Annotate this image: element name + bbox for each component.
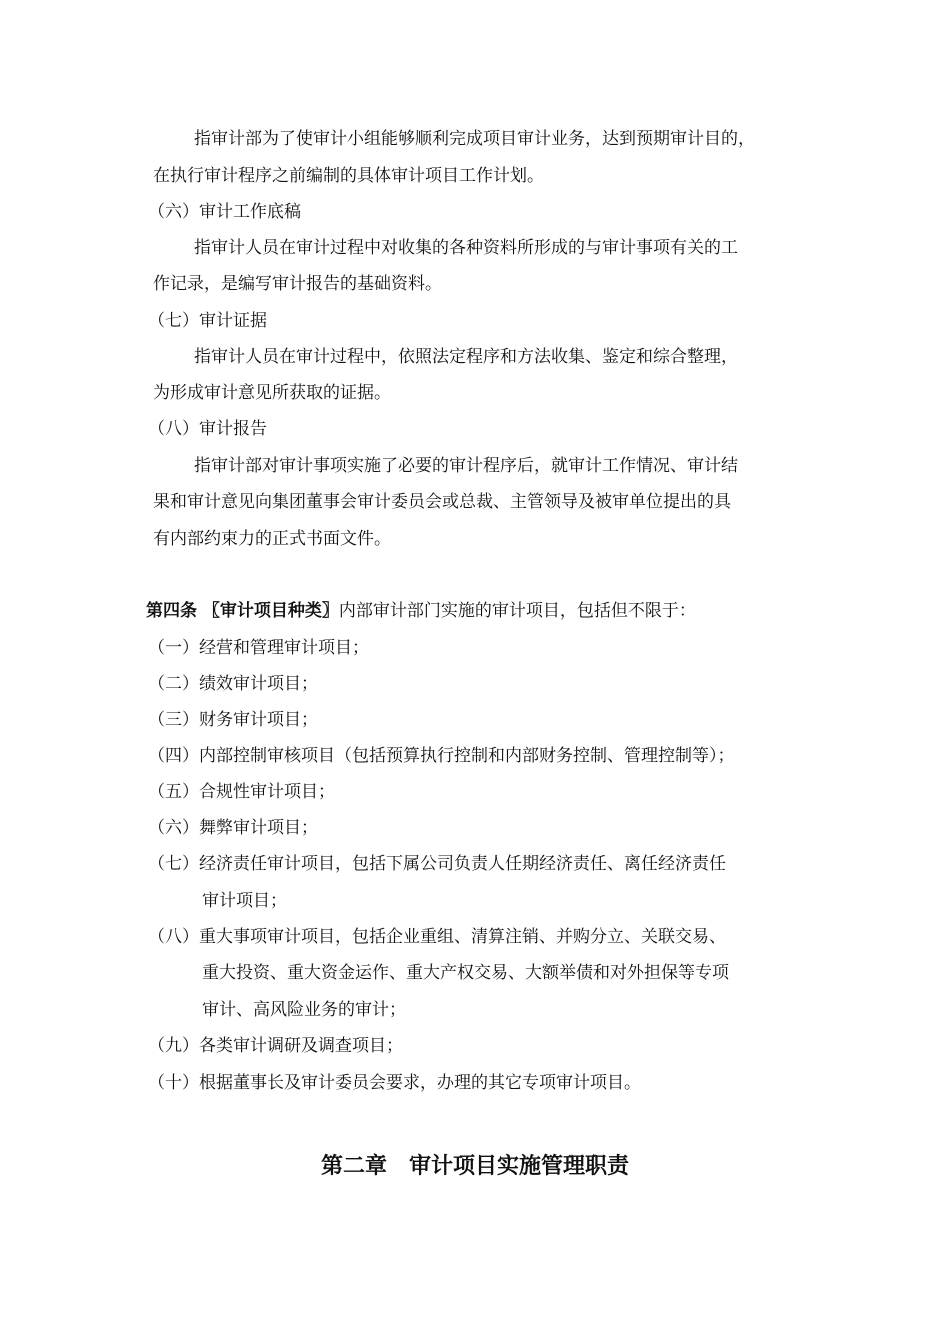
article4-item-8-continued-2: 审计、高风险业务的审计； — [202, 1000, 406, 1020]
article4-item-7: （七）经济责任审计项目，包括下属公司负责人任期经济责任、离任经济责任 — [148, 854, 726, 874]
article4-item-8: （八）重大事项审计项目，包括企业重组、清算注销、并购分立、关联交易、 — [148, 927, 726, 947]
article4-item-1: （一）经营和管理审计项目； — [148, 638, 369, 658]
article4-paragraph — [146, 599, 696, 623]
plan-definition-line-2: 在执行审计程序之前编制的具体审计项目工作计划。 — [153, 166, 544, 186]
article4-item-10: （十）根据董事长及审计委员会要求，办理的其它专项审计项目。 — [148, 1073, 641, 1093]
chapter-title: 第二章 审计项目实施管理职责 — [320, 1153, 629, 1179]
item7-definition-line-1: 指审计人员在审计过程中，依照法定程序和方法收集、鉴定和综合整理， — [194, 347, 738, 367]
article4-item-3: （三）财务审计项目； — [148, 710, 318, 730]
item6-definition-line-2: 作记录，是编写审计报告的基础资料。 — [153, 274, 442, 294]
item6-definition-line-1: 指审计人员在审计过程中对收集的各种资料所形成的与审计事项有关的工 — [194, 238, 738, 258]
article4-item-7-continued: 审计项目； — [202, 891, 287, 911]
article4-item-2: （二）绩效审计项目； — [148, 674, 318, 694]
article4-item-8-continued-1: 重大投资、重大资金运作、重大产权交易、大额举债和对外担保等专项 — [202, 963, 729, 983]
article4-item-6: （六）舞弊审计项目； — [148, 818, 318, 838]
item7-heading: （七）审计证据 — [148, 311, 267, 331]
item7-definition-line-2: 为形成审计意见所获取的证据。 — [153, 383, 391, 403]
article4-label: 第四条 〖审计项目种类〗 — [146, 601, 339, 621]
item8-definition-line-1: 指审计部对审计事项实施了必要的审计程序后，就审计工作情况、审计结 — [194, 456, 738, 476]
article4-item-9: （九）各类审计调研及调查项目； — [148, 1036, 403, 1056]
plan-definition-line-1: 指审计部为了使审计小组能够顺利完成项目审计业务，达到预期审计目的， — [194, 129, 755, 149]
item6-heading: （六）审计工作底稿 — [148, 202, 301, 222]
item8-definition-line-2: 果和审计意见向集团董事会审计委员会或总裁、主管领导及被审单位提出的具 — [153, 492, 731, 512]
item8-definition-line-3: 有内部约束力的正式书面文件。 — [153, 529, 391, 549]
item8-heading: （八）审计报告 — [148, 419, 267, 439]
article4-item-4: （四）内部控制审核项目（包括预算执行控制和内部财务控制、管理控制等）； — [148, 746, 735, 766]
article4-text: 内部审计部门实施的审计项目，包括但不限于： — [338, 601, 696, 621]
article4-item-5: （五）合规性审计项目； — [148, 782, 335, 802]
